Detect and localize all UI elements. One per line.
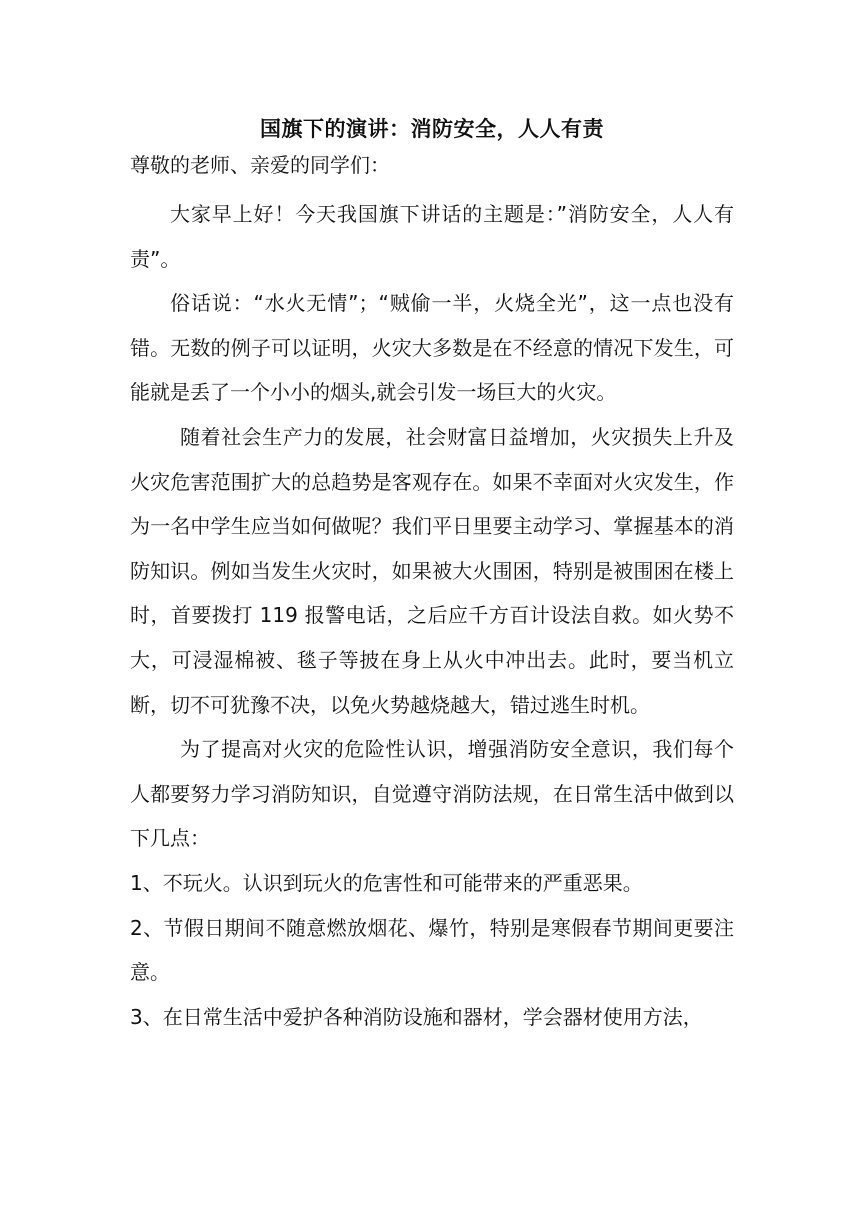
list-item: 2、节假日期间不随意燃放烟花、爆竹，特别是寒假春节期间更要注意。 <box>130 915 734 985</box>
speech-title: 国旗下的演讲：消防安全，人人有责 <box>260 117 604 141</box>
paragraph-saying: 俗话说：“水火无情”；“贼偷一半，火烧全光”，这一点也没有错。无数的例子可以证明，火灾大多数是在不经意的情况下发生，可能就是丢了一个小小的烟头,就会引发一场巨大的火灾。 <box>130 291 734 405</box>
list-item: 3、在日常生活中爱护各种消防设施和器材，学会器材使用方法， <box>130 1004 703 1029</box>
paragraph-awareness: 为了提高对火灾的危险性认识，增强消防安全意识，我们每个人都要努力学习消防知识，自觉遵守消防法规，在日常生活中做到以下几点： <box>130 737 734 851</box>
salutation: 尊敬的老师、亲爱的同学们： <box>130 153 390 177</box>
paragraph-fire-safety: 随着社会生产力的发展，社会财富日益增加，火灾损失上升及火灾危害范围扩大的总趋势是客观存在。如果不幸面对火灾发生，作为一名中学生应当如何做呢？我们平日里要主动学习、掌握基本的消防知识。例如当发生火灾时，如果被大火围困，特别是被围困在楼上时，首要拨打 119 报警电话，之后应千方百计设法自救。如火势不大，可浸湿棉被、毯子等披在身上从火中冲出去。此时，要当机立断，切不可犹豫不决，以免火势越烧越大，错过逃生时机。 <box>130 424 734 717</box>
document-body <box>130 111 734 1039</box>
list-item: 1、不玩火。认识到玩火的危害性和可能带来的严重恶果。 <box>130 870 643 895</box>
paragraph-greeting: 大家早上好！今天我国旗下讲话的主题是：”消防安全，人人有责”。 <box>130 202 734 271</box>
